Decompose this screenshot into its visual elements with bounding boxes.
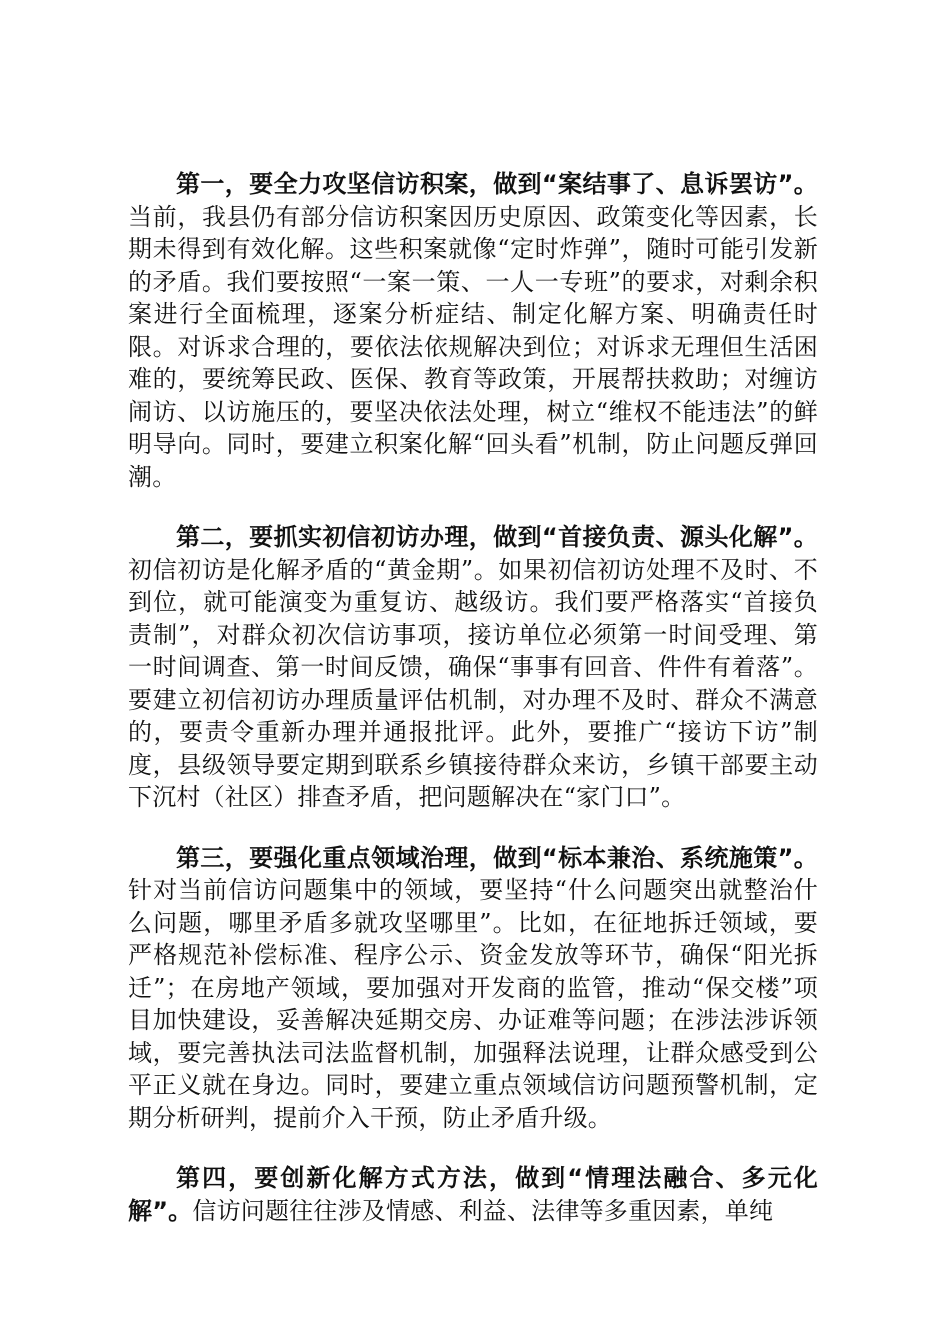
paragraph-2 xyxy=(128,521,818,814)
paragraph-1-heading: 第一，要全力攻坚信访积案，做到“案结事了、息诉罢访”。 xyxy=(176,170,818,198)
document-page xyxy=(128,168,818,1255)
paragraph-3-body: 针对当前信访问题集中的领域，要坚持“什么问题突出就整治什么问题，哪里矛盾多就攻坚哪里”。比如，在征地拆迁领域，要严格规范补偿标准、程序公示、资金发放等环节，确保“阳光拆迁”；在房地产领域，要加强对开发商的监管，推动“保交楼”项目加快建设，妥善解决延期交房、办证难等问题；在涉法涉诉领域，要完善执法司法监督机制，加强释法说理，让群众感受到公平正义就在身边。同时，要建立重点领域信访问题预警机制，定期分析研判，提前介入干预，防止矛盾升级。 xyxy=(128,876,818,1132)
paragraph-1 xyxy=(128,168,818,493)
paragraph-4 xyxy=(128,1162,818,1227)
paragraph-2-heading: 第二，要抓实初信初访办理，做到“首接负责、源头化解”。 xyxy=(176,523,818,551)
paragraph-4-heading: 第四，要创新化解方式方法，做到“情理法融合、多元化解”。 xyxy=(128,1164,818,1225)
paragraph-3 xyxy=(128,842,818,1135)
paragraph-1-body: 当前，我县仍有部分信访积案因历史原因、政策变化等因素，长期未得到有效化解。这些积案就像“定时炸弹”，随时可能引发新的矛盾。我们要按照“一案一策、一人一专班”的要求，对剩余积案进行全面梳理，逐案分析症结、制定化解方案、明确责任时限。对诉求合理的，要依法依规解决到位；对诉求无理但生活困难的，要统筹民政、医保、教育等政策，开展帮扶救助；对缠访闹访、以访施压的，要坚决依法处理，树立“维权不能违法”的鲜明导向。同时，要建立积案化解“回头看”机制，防止问题反弹回潮。 xyxy=(128,202,818,491)
paragraph-2-body: 初信初访是化解矛盾的“黄金期”。如果初信初访处理不及时、不到位，就可能演变为重复访、越级访。我们要严格落实“首接负责制”，对群众初次信访事项，接访单位必须第一时间受理、第一时间调查、第一时间反馈，确保“事事有回音、件件有着落”。要建立初信初访办理质量评估机制，对办理不及时、群众不满意的，要责令重新办理并通报批评。此外，要推广“接访下访”制度，县级领导要定期到联系乡镇接待群众来访，乡镇干部要主动下沉村（社区）排查矛盾，把问题解决在“家门口”。 xyxy=(128,555,818,811)
paragraph-4-body: 信访问题往往涉及情感、利益、法律等多重因素，单纯 xyxy=(192,1196,774,1225)
paragraph-3-heading: 第三，要强化重点领域治理，做到“标本兼治、系统施策”。 xyxy=(176,843,818,872)
